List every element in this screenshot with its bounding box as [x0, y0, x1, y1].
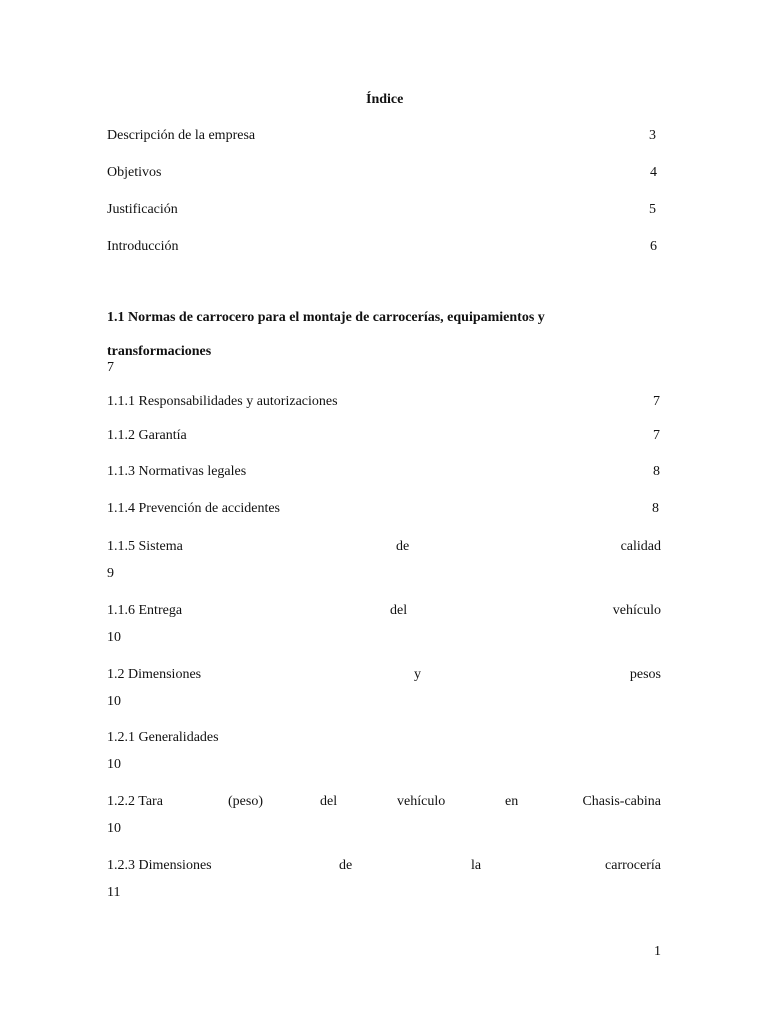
toc-subentry-page: 8 [652, 501, 659, 516]
toc-entry-page: 6 [650, 239, 657, 254]
toc-entry-page: 4 [650, 165, 657, 180]
justified-page: 10 [107, 757, 121, 772]
toc-entry-label: Objetivos [107, 165, 162, 180]
justified-page: 10 [107, 630, 121, 645]
page-number: 1 [654, 944, 661, 959]
justified-word: vehículo [612, 603, 661, 618]
toc-entry-label: Descripción de la empresa [107, 128, 256, 143]
justified-word: 1.2 Dimensiones [107, 667, 202, 682]
justified-word: Chasis-cabina [582, 794, 661, 809]
toc-entry-page: 5 [649, 202, 656, 217]
toc-subentry-label: 1.1.4 Prevención de accidentes [107, 501, 280, 516]
justified-word: de [396, 539, 410, 554]
toc-subentry-page: 7 [653, 428, 660, 443]
toc-subentry-label: 1.1.3 Normativas legales [107, 464, 247, 479]
section-heading-line1: 1.1 Normas de carrocero para el montaje de carrocerías, equipamientos y [107, 310, 545, 325]
toc-subentry-page: 7 [653, 394, 660, 409]
justified-word: 1.1.6 Entrega [107, 603, 183, 618]
justified-word: carrocería [605, 858, 661, 873]
justified-word: del [390, 603, 408, 618]
justified-word: pesos [629, 667, 661, 682]
justified-word: en [505, 794, 519, 809]
justified-word: y [414, 667, 421, 682]
toc-entry-page: 3 [649, 128, 656, 143]
section-heading-page: 7 [107, 360, 114, 375]
justified-word: 1.2.1 Generalidades [107, 730, 219, 745]
toc-subentry-label: 1.1.2 Garantía [107, 428, 187, 443]
justified-word: vehículo [397, 794, 446, 809]
justified-word: (peso) [228, 794, 263, 809]
toc-subentry-page: 8 [653, 464, 660, 479]
toc-subentry-label: 1.1.1 Responsabilidades y autorizaciones [107, 394, 338, 409]
justified-page: 10 [107, 694, 121, 709]
justified-word: la [471, 858, 482, 873]
toc-entry-label: Justificación [107, 202, 178, 217]
justified-word: 1.2.3 Dimensiones [107, 858, 212, 873]
justified-page: 9 [107, 566, 114, 581]
justified-page: 11 [107, 885, 121, 900]
justified-page: 10 [107, 821, 121, 836]
justified-word: del [320, 794, 338, 809]
justified-word: 1.2.2 Tara [107, 794, 163, 809]
section-heading-line2: transformaciones [107, 344, 212, 359]
justified-word: calidad [620, 539, 661, 554]
justified-word: de [339, 858, 353, 873]
justified-word: 1.1.5 Sistema [107, 539, 183, 554]
index-title: Índice [366, 92, 404, 107]
toc-entry-label: Introducción [107, 239, 179, 254]
